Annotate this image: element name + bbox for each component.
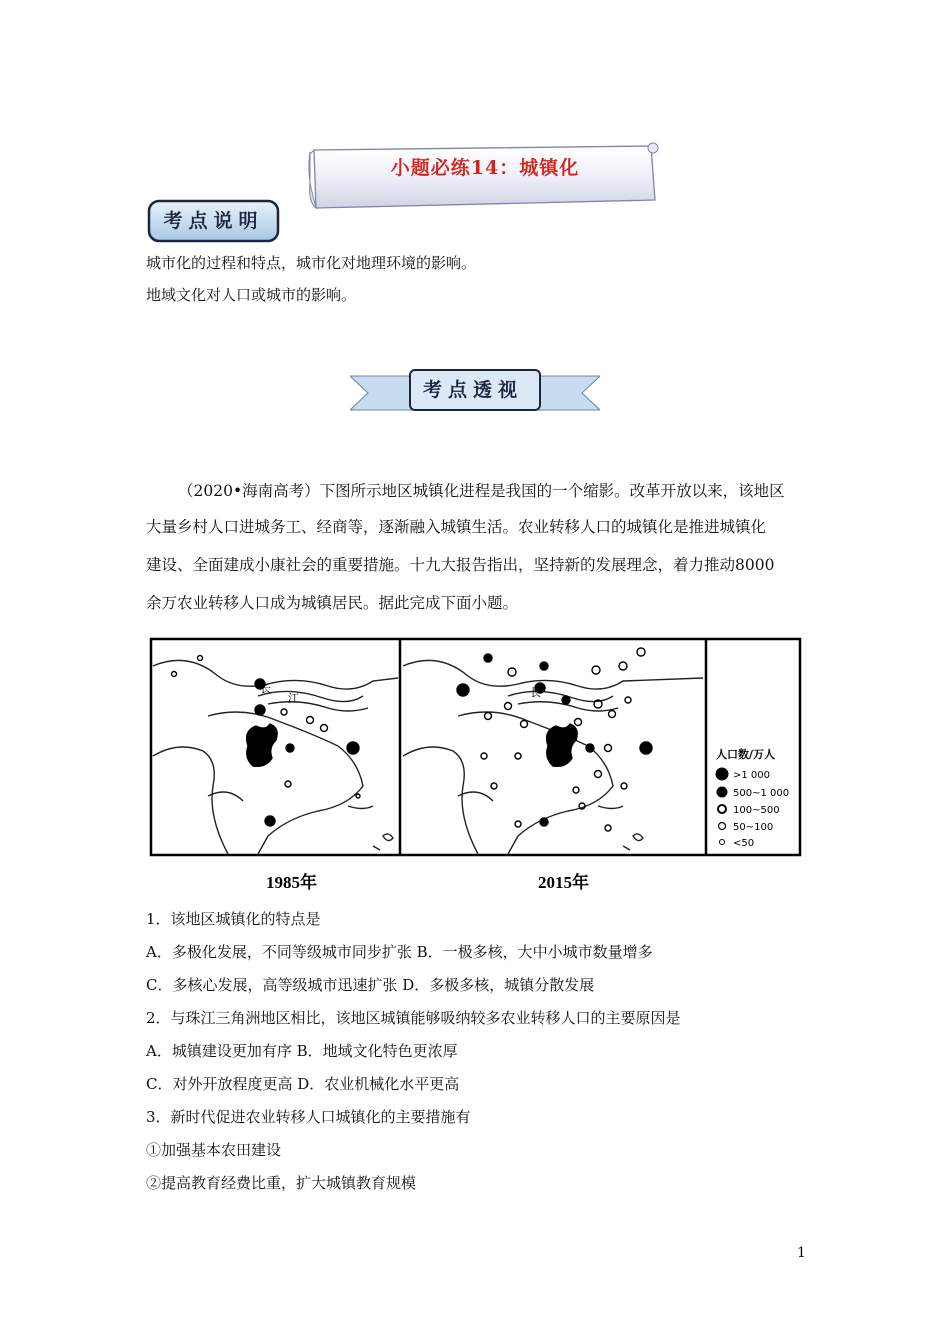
question-3-option-2: ②提高教育经费比重，扩大城镇教育规模 <box>146 1174 417 1192</box>
legend-item-1: >1 000 <box>733 770 771 781</box>
question-2-stem: 2．与珠江三角洲地区相比，该地区城镇能够吸纳较多农业转移人口的主要原因是 <box>146 1009 681 1027</box>
urbanization-map-figure <box>148 636 803 898</box>
question-2-options-ab: A．城镇建设更加有序 B．地域文化特色更浓厚 <box>146 1042 458 1060</box>
question-1-options-cd: C．多核心发展，高等级城市迅速扩张 D．多极多核，城镇分散发展 <box>146 976 595 994</box>
legend-title: 人口数/万人 <box>716 748 776 761</box>
legend-item-2: 500~1 000 <box>733 788 790 799</box>
page-number: 1 <box>797 1245 806 1261</box>
kaodian-line-2: 地域文化对人口或城市的影响。 <box>146 286 357 304</box>
kaodian-toushi-label: 考点透视 <box>422 379 523 401</box>
intro-line-1: （2020•海南高考）下图所示地区城镇化进程是我国的一个缩影。改革开放以来，该地区 <box>178 482 785 500</box>
page-title: 小题必练14：城镇化 <box>390 157 580 179</box>
legend-item-5: <50 <box>733 838 755 849</box>
legend-item-3: 100~500 <box>733 805 780 816</box>
intro-line-2: 大量乡村人口进城务工、经商等，逐渐融入城镇生活。农业转移人口的城镇化是推进城镇化 <box>146 518 767 536</box>
legend-item-4: 50~100 <box>733 822 774 833</box>
intro-line-4: 余万农业转移人口成为城镇居民。据此完成下面小题。 <box>146 594 519 612</box>
kaodian-line-1: 城市化的过程和特点，城市化对地理环境的影响。 <box>146 254 477 272</box>
intro-line-3: 建设、全面建成小康社会的重要措施。十九大报告指出，坚持新的发展理念，着力推动8000 <box>146 556 775 574</box>
question-1-stem: 1．该地区城镇化的特点是 <box>146 910 321 928</box>
question-2-options-cd: C．对外开放程度更高 D．农业机械化水平更高 <box>146 1075 460 1093</box>
year-caption-2015: 2015年 <box>538 873 589 892</box>
river-label-left-1: 长 <box>260 682 271 695</box>
question-1-options-ab: A．多极化发展，不同等级城市同步扩张 B．一极多核，大中小城市数量增多 <box>146 943 653 961</box>
question-3-option-1: ①加强基本农田建设 <box>146 1141 282 1159</box>
kaodian-shuoming-label: 考点说明 <box>163 210 264 232</box>
river-label-left-2: 江 <box>288 692 299 705</box>
river-label-right-1: 长 <box>530 686 541 699</box>
year-caption-1985: 1985年 <box>266 873 317 892</box>
question-3-stem: 3．新时代促进农业转移人口城镇化的主要措施有 <box>146 1108 471 1126</box>
